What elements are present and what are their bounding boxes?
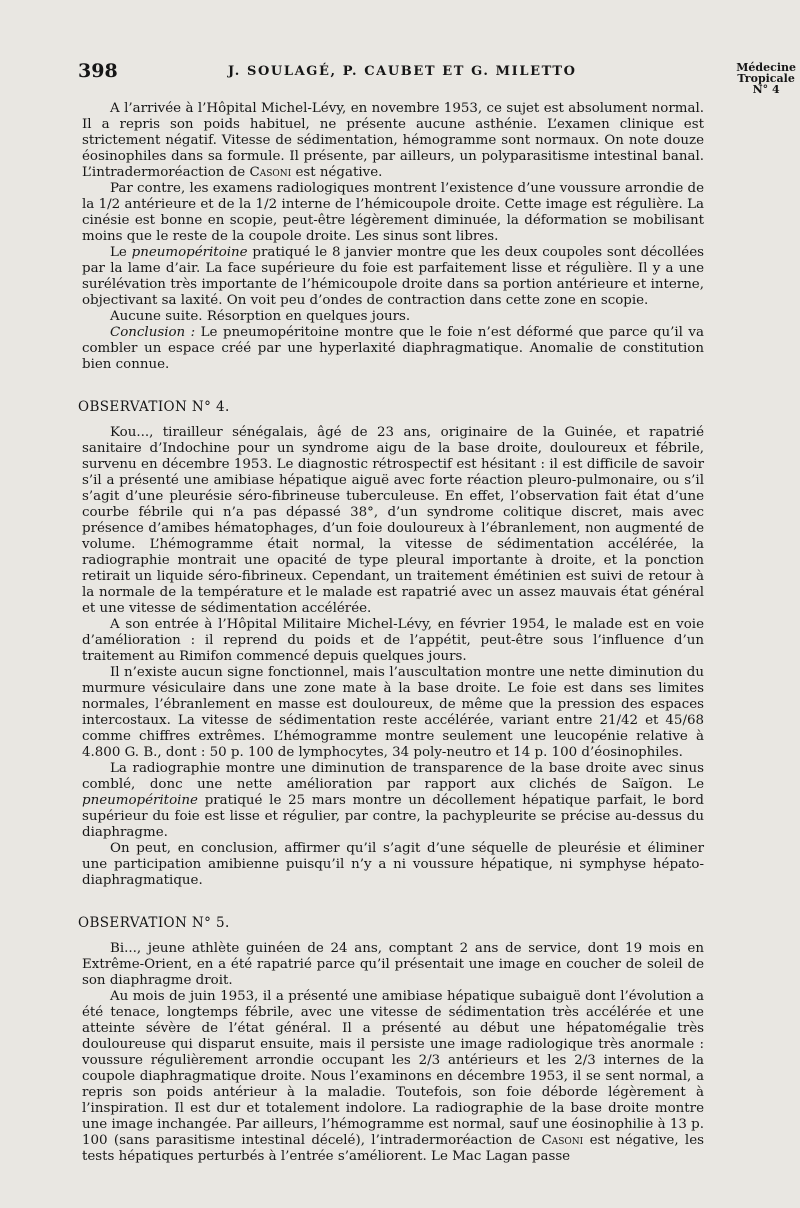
paragraph: Le pneumopéritoine pratiqué le 8 janvier montre que les deux coupoles sont décollées par la lame d’air. La face supérieure du foie est parfaitement lisse et régulière. Il y a une surélévation très importante de l’hémicoupole droite dans sa portion antérieure et interne, objectivant sa laxité. On voit peu d’ondes de contraction dans cette zone en scopie. [82, 245, 704, 308]
conclusion-label: Conclusion : [110, 325, 196, 340]
casoni-name: Casoni [541, 1133, 584, 1148]
paragraph: Conclusion : Le pneumopéritoine montre que le foie n’est déformé que parce qu’il va combler un espace créé par une hyperlaxité diaphragmatique. Anomalie de constitution bien connue. [82, 325, 704, 372]
paragraph: A son entrée à l’Hôpital Militaire Michel-Lévy, en février 1954, le malade est en voie d’amélioration : il reprend du poids et de l’appétit, peut-être sous l’influence d’un traitement au Rimifon commencé depuis quelques jours. [82, 617, 704, 664]
paragraph: A l’arrivée à l’Hôpital Michel-Lévy, en novembre 1953, ce sujet est absolument normal. Il a repris son poids habituel, ne présente aucune asthénie. L’examen clinique est strictement négatif. Vitesse de sédimentation, hémogramme sont normaux. On note douze éosinophiles dans sa formule. Il présente, par ailleurs, un polyparasitisme intestinal banal. L’intradermoréaction de Casoni est négative. [82, 101, 704, 180]
article-body [78, 101, 705, 1165]
paragraph: Au mois de juin 1953, il a présenté une amibiase hépatique subaiguë dont l’évolution a été tenace, longtemps fébrile, avec une vitesse de sédimentation très accélérée et une atteinte sévère de l’état général. Il a présenté au début une hépatomégalie très douloureuse qui disparut ensuite, mais il persiste une image radiologique très anormale : voussure régulièrement arrondie occupant les 2/3 antérieurs et les 2/3 internes de la coupole diaphragmatique droite. Nous l’examinons en décembre 1953, il se sent normal, a repris son poids antérieur à la maladie. Toutefois, son foie déborde légèrement à l’inspiration. Il est dur et totalement indolore. La radiographie de la base droite montre une image inchangée. Par ailleurs, l’hémogramme est normal, sauf une éosinophilie à 13 p. 100 (sans parasitisme intestinal décelé), l’intradermoréaction de Casoni est négative, les tests hépatiques perturbés à l’entrée s’améliorent. Le Mac Lagan passe [82, 989, 705, 1164]
paragraph: Aucune suite. Résorption en quelques jours. [110, 309, 411, 324]
observation-5-heading: OBSERVATION N° 5. [78, 915, 230, 931]
journal-name-line1: Médecine [736, 61, 796, 74]
journal-marker [736, 62, 796, 95]
paragraph: Kou..., tirailleur sénégalais, âgé de 23 ans, originaire de la Guinée, et rapatrié sanitaire d’Indochine pour un syndrome aigu de la base droite, douloureux et fébrile, survenu en décembre 1953. Le diagnostic rétrospectif est hésitant : il est difficile de savoir s’il a présenté une amibiase hépatique aiguë avec forte réaction pleuro-pulmonaire, ou s’il s’agit d’une pleurésie séro-fibrineuse tuberculeuse. En effet, l’observation fait état d’une courbe fébrile qui n’a pas dépassé 38°, d’un syndrome colitique discret, mais avec présence d’amibes hématophages, d’un foie douloureux à l’ébranlement, non augmenté de volume. L’hémogramme était normal, la vitesse de sédimentation accélérée, la radiographie montrait une opacité de type pleural importante à droite, et la ponction retirait un liquide séro-fibrineux. Cependant, un traitement émétinien est suivi de retour à la normale de la température et le malade est rapatrié avec un assez mauvais état général et une vitesse de sédimentation accélérée. [82, 425, 704, 616]
paragraph: Il n’existe aucun signe fonctionnel, mais l’auscultation montre une nette diminution du murmure vésiculaire dans une zone mate à la base droite. Le foie est dans ses limites normales, l’ébranlement en masse est douloureux, de même que la pression des espaces intercostaux. La vitesse de sédimentation reste accélérée, variant entre 21/42 et 45/68 comme chiffres extrêmes. L’hémogramme montre seulement une leucopénie relative à 4.800 G. B., dont : 50 p. 100 de lymphocytes, 34 poly-neutro et 14 p. 100 d’éosinophiles. [82, 665, 704, 760]
page-header [78, 60, 798, 96]
page-number: 398 [78, 60, 118, 82]
observation-4-heading: OBSERVATION N° 4. [78, 399, 230, 415]
paragraph: La radiographie montre une diminution de transparence de la base droite avec sinus comblé, donc une nette amélioration par rapport aux clichés de Saïgon. Le pneumopéritoine pratiqué le 25 mars montre un décollement hépatique parfait, le bord supérieur du foie est lisse et régulier, par contre, la pachypleurite se précise au-dessus du diaphragme. [82, 761, 704, 840]
journal-issue: N° 4 [752, 83, 780, 96]
casoni-name: Casoni [249, 165, 292, 180]
running-head-authors: J. SOULAGÉ, P. CAUBET ET G. MILETTO [228, 64, 577, 79]
paragraph: Par contre, les examens radiologiques montrent l’existence d’une voussure arrondie de la 1/2 antérieure et de la 1/2 interne de l’hémicoupole droite. Cette image est régulière. La cinésie est bonne en scopie, peut-être légèrement diminuée, la déformation se mobilisant moins que le reste de la coupole droite. Les sinus sont libres. [82, 181, 704, 244]
journal-name-line2: Tropicale [737, 72, 795, 85]
paragraph: Bi..., jeune athlète guinéen de 24 ans, comptant 2 ans de service, dont 19 mois en Extrême-Orient, en a été rapatrié parce qu’il présentait une image en coucher de soleil de son diaphragme droit. [82, 941, 704, 988]
paragraph: On peut, en conclusion, affirmer qu’il s’agit d’une séquelle de pleurésie et éliminer une participation amibienne puisqu’il n’y a ni voussure hépatique, ni symphyse hépato-diaphragmatique. [82, 841, 704, 888]
